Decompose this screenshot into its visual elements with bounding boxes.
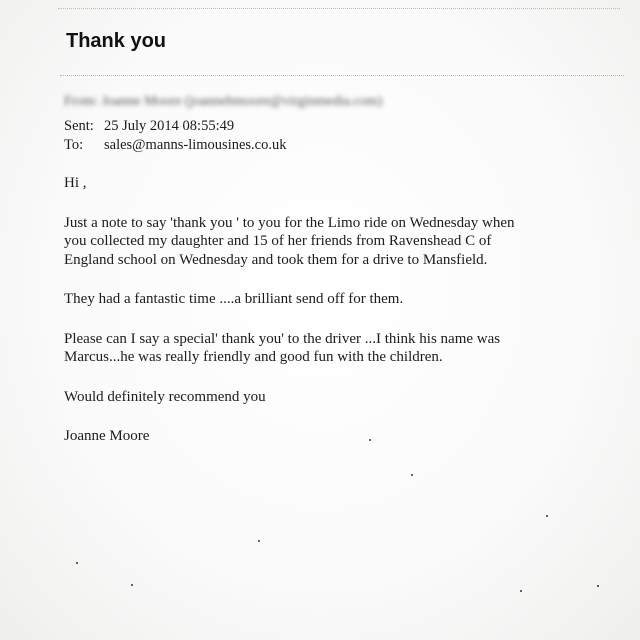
header-divider [60,75,624,76]
scan-speck [597,585,599,587]
scan-speck [131,584,133,586]
from-value: Joanne Moore (joannehmoore@virginmedia.com) [101,94,383,109]
from-label: From: [64,94,99,109]
scan-speck [369,439,371,441]
from-row-redacted [64,94,382,110]
paragraph1-line2: you collected my daughter and 15 of her friends from Ravenshead C of [64,233,492,249]
email-subject: Thank you [66,30,167,52]
scan-speck [546,515,548,517]
paragraph4: Would definitely recommend you [64,388,266,405]
greeting: Hi , [64,175,87,191]
sent-label: Sent: [64,118,94,134]
scan-speck [76,562,78,564]
scan-speck [411,474,413,476]
paragraph2: They had a fantastic time ....a brilliant send off for them. [64,291,404,307]
paragraph1-line1: Just a note to say 'thank you ' to you for the Limo ride on Wednesday when [64,214,515,231]
sent-value: 25 July 2014 08:55:49 [104,118,235,134]
paragraph3-line1: Please can I say a special' thank you' to the driver ...I think his name was [64,330,501,347]
paragraph1-line3: England school on Wednesday and took them for a drive to Mansfield. [64,251,488,268]
to-row [64,137,287,154]
to-value: sales@manns-limousines.co.uk [104,137,287,153]
scan-speck [520,590,522,592]
scan-speck [258,540,260,542]
paragraph3-line2: Marcus...he was really friendly and good fun with the children. [64,349,443,365]
to-label: To: [64,137,84,153]
sent-row [64,118,234,135]
email-body [64,174,574,446]
top-divider [58,8,620,9]
signature: Joanne Moore [64,428,150,444]
